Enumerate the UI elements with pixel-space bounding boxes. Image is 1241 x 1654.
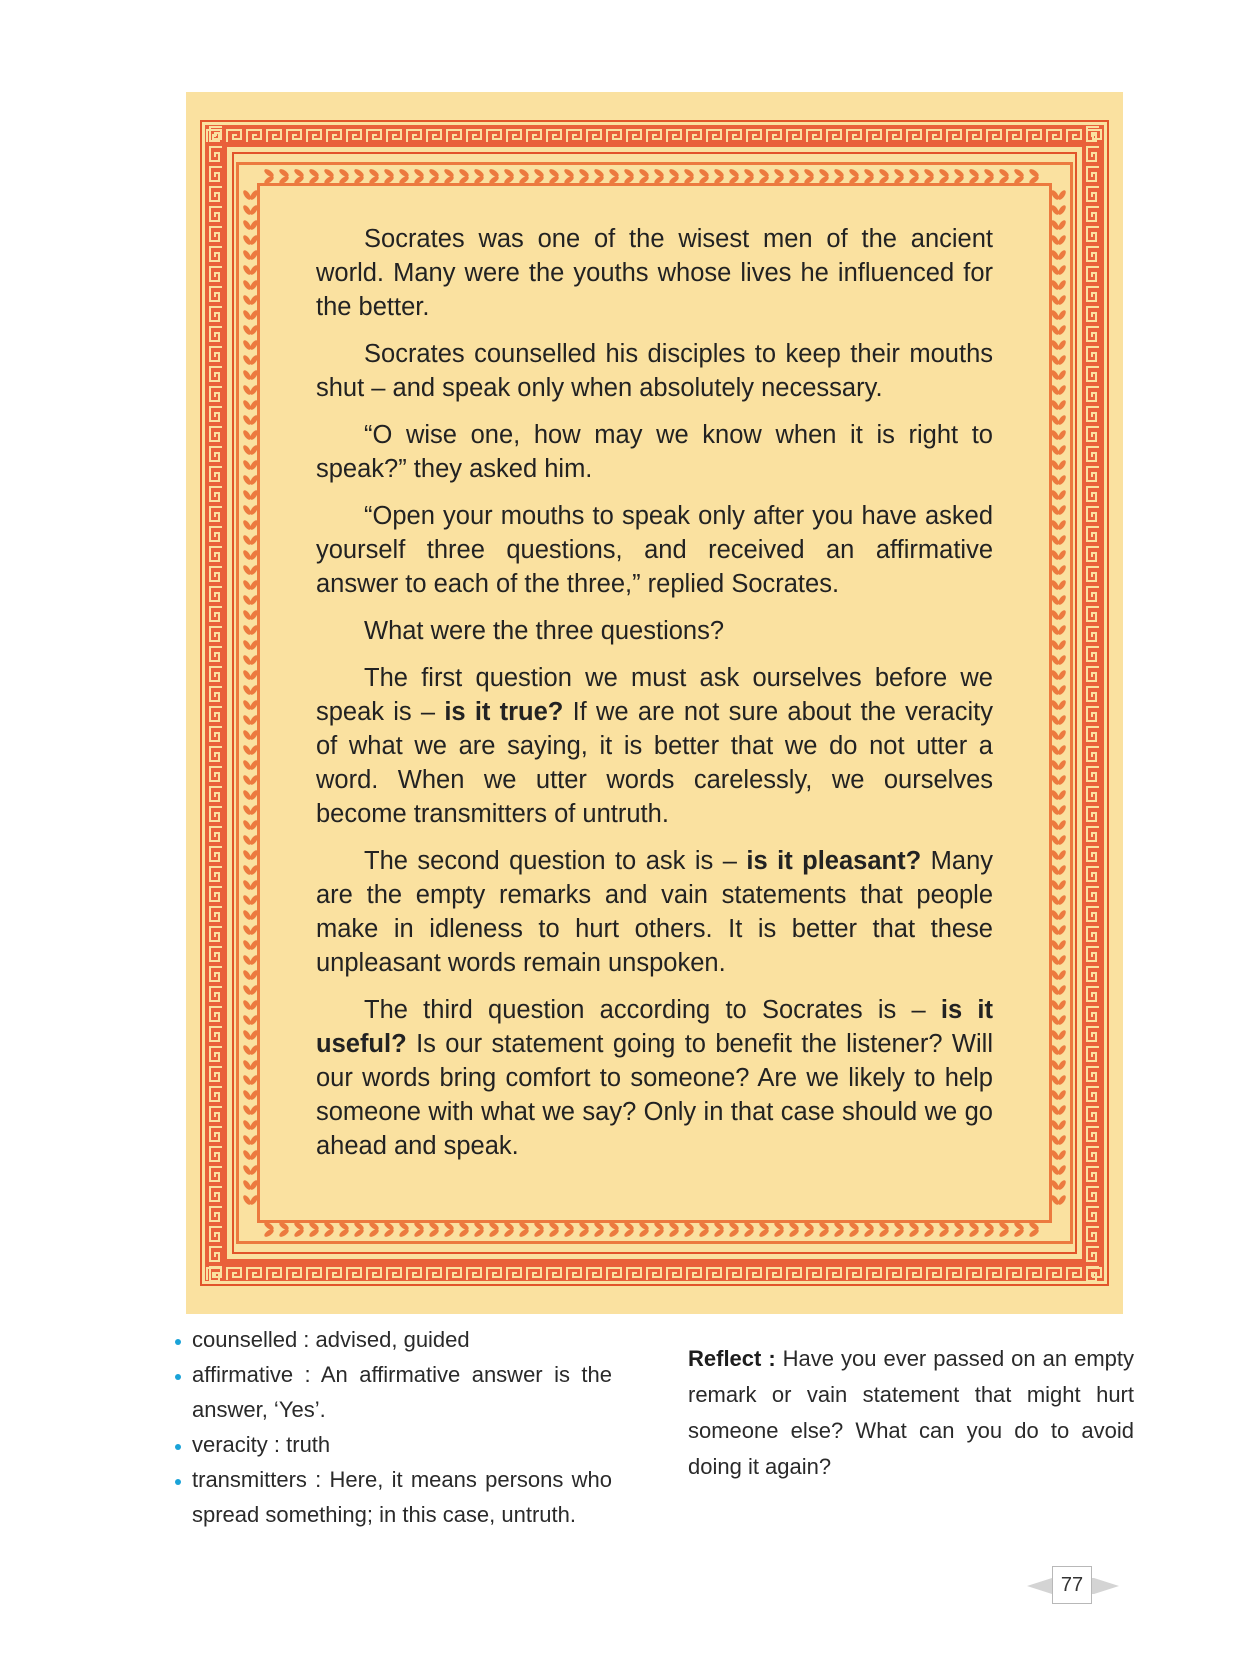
greek-key-pattern-bottom	[205, 1263, 1104, 1285]
page-number: 77	[1052, 1566, 1092, 1604]
reflect-label: Reflect :	[688, 1346, 776, 1371]
story-paragraph-4: “Open your mouths to speak only after you have asked yourself three questions, and received an affirmative answer to each of the three,” replied Socrates.	[316, 502, 993, 598]
story-paragraph-5: What were the three questions?	[364, 617, 725, 645]
story-text	[316, 222, 993, 1176]
glossary-text: counselled : advised, guided	[192, 1327, 470, 1352]
reflect-text: Have you ever passed on an empty remark or vain statement that might hurt someone else? What can you do to avoid doing it again?	[688, 1346, 1134, 1479]
story-panel	[186, 92, 1123, 1314]
glossary-item	[172, 1357, 612, 1427]
story-paragraph-question-2	[316, 844, 993, 980]
q1-highlight: is it true?	[444, 698, 564, 726]
story-paragraph-3: “O wise one, how may we know when it is right to speak?” they asked him.	[316, 421, 993, 483]
q3-body-text: Is our statement going to benefit the listener? Will our words bring comfort to someone? Are we likely to help someone with what we say? Only in that case should we go ahead and speak.	[316, 1030, 993, 1160]
glossary-item	[172, 1462, 612, 1532]
bullet-icon	[175, 1374, 181, 1380]
glossary-text: veracity : truth	[192, 1432, 331, 1457]
story-paragraph-question-3	[316, 993, 993, 1163]
q2-highlight: is it pleasant?	[746, 847, 922, 875]
glossary-item	[172, 1322, 612, 1357]
greek-key-pattern-right	[1082, 125, 1104, 1285]
greek-key-pattern-top	[205, 125, 1104, 147]
q2-body-text: Many are the empty remarks and vain statements that people make in idleness to hurt others. It is better that these unpleasant words remain unspoken.	[316, 847, 994, 977]
q2-lead-text: The second question to ask is –	[364, 847, 747, 875]
bullet-icon	[175, 1479, 181, 1485]
glossary-item	[172, 1427, 612, 1462]
bullet-icon	[175, 1444, 181, 1450]
glossary-list	[172, 1322, 612, 1532]
reflect-note	[688, 1341, 1134, 1485]
glossary-text: affirmative : An affirmative answer is the answer, ‘Yes’.	[192, 1362, 612, 1422]
bullet-icon	[175, 1339, 181, 1345]
q1-body-text: If we are not sure about the veracity of what we are saying, it is better that we do not utter a word. When we utter words carelessly, we ourselves become transmitters of untruth.	[316, 698, 993, 828]
q1-lead-text: The first question we must ask ourselves before we speak is –	[316, 664, 993, 726]
greek-key-pattern-left	[205, 125, 227, 1285]
story-paragraph-question-1	[316, 661, 993, 831]
q3-highlight: is it useful?	[316, 996, 993, 1058]
story-paragraph-1: Socrates was one of the wisest men of the ancient world. Many were the youths whose lives he influenced for the better.	[316, 225, 993, 321]
q3-lead-text: The third question according to Socrates is –	[364, 996, 941, 1024]
glossary-text: transmitters : Here, it means persons who spread something; in this case, untruth.	[192, 1467, 612, 1527]
story-paragraph-2: Socrates counselled his disciples to keep their mouths shut – and speak only when absolutely necessary.	[316, 340, 993, 402]
